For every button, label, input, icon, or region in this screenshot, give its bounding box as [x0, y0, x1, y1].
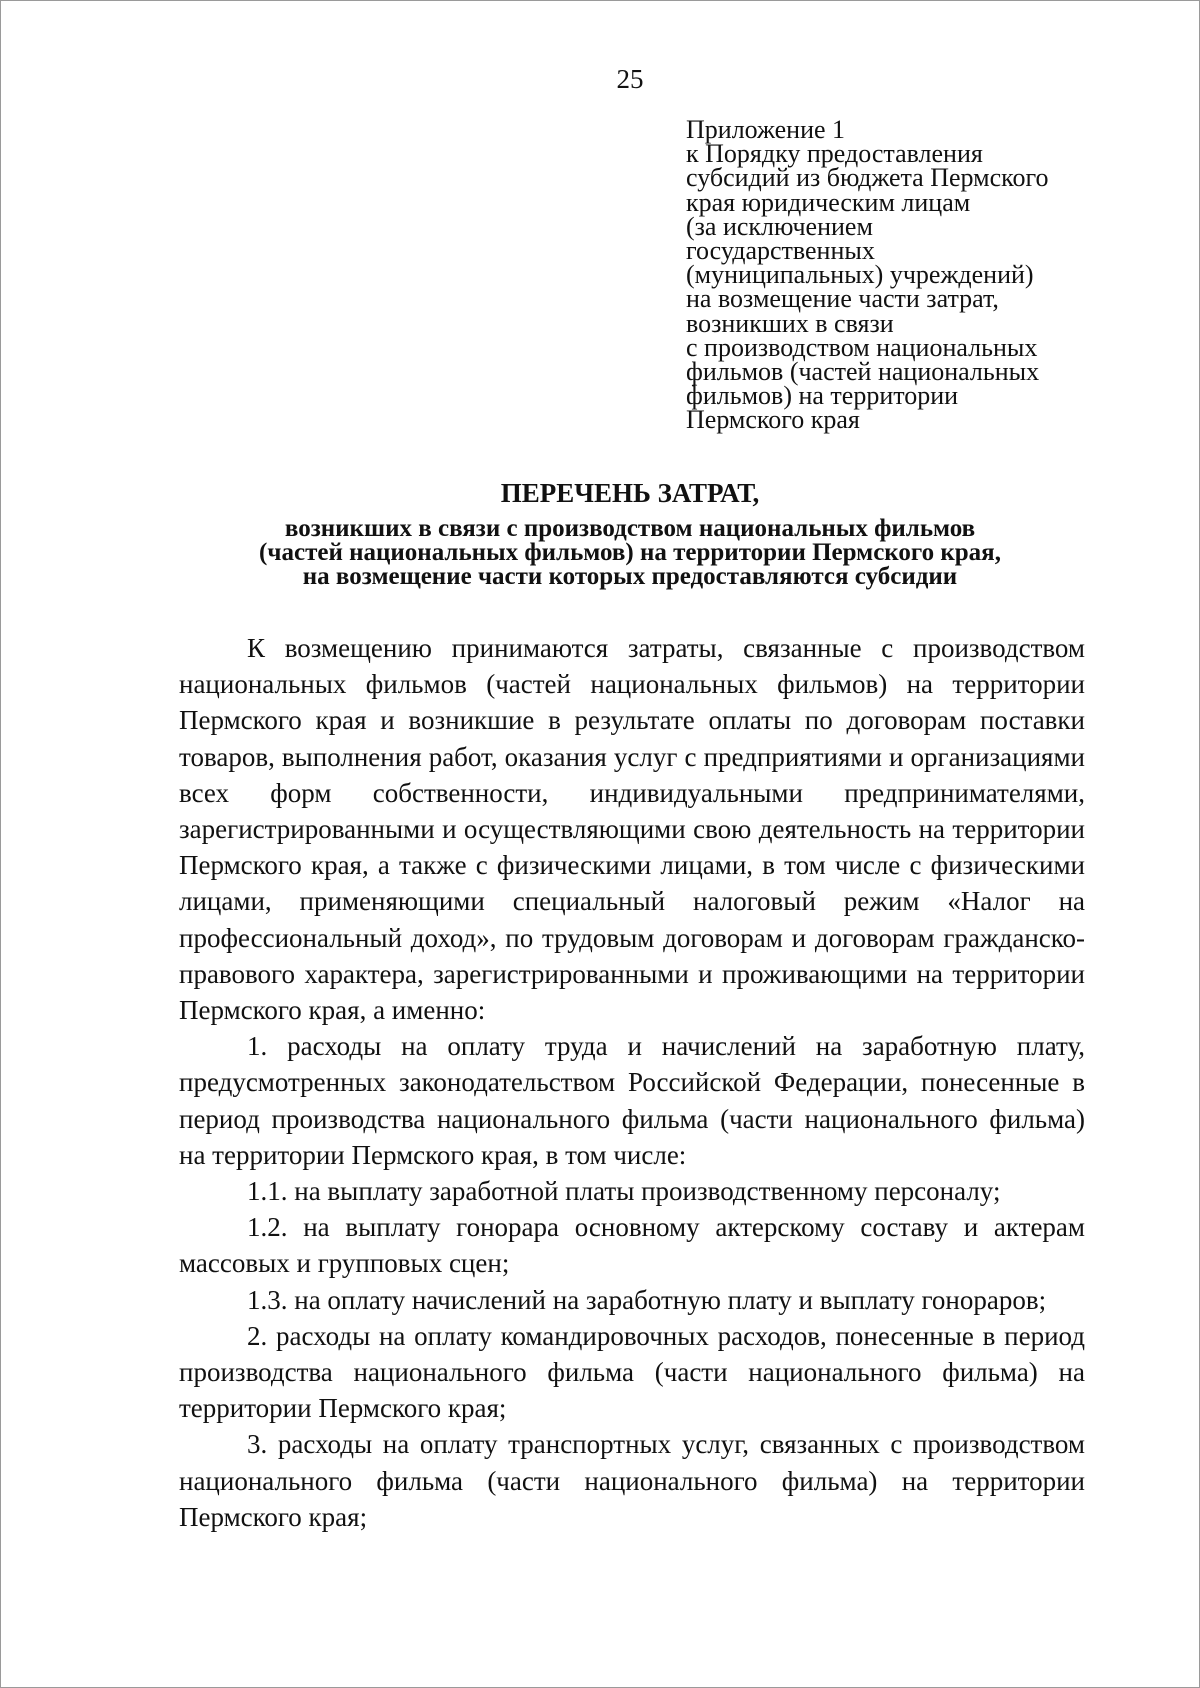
appendix-line: фильмов (частей национальных — [686, 357, 1040, 387]
document-body — [179, 630, 1085, 1535]
intro-paragraph: К возмещению принимаются затраты, связанные с производством национальных фильмов (частей национальных фильмов) на территории Пермского края и возникшие в результате оплаты по договорам поставки товаров, выполнения работ, оказания услуг с предприятиями и организациями всех форм собственности, индивидуальными предпринимателями, зарегистрированными и осуществляющими свою деятельность на территории Пермского края, а также с физическими лицами, в том числе с физическими лицами, применяющими специальный налоговый режим «Налог на профессиональный доход», по трудовым договорам и договорам гражданско-правового характера, зарегистрированными и проживающими на территории Пермского края, а именно: — [179, 633, 1085, 1026]
subtitle-line: (частей национальных фильмов) на территории Пермского края, — [259, 539, 1001, 566]
appendix-line: Приложение 1 — [686, 115, 846, 144]
list-item-1-3: 1.3. на оплату начислений на заработную плату и выплату гонораров; — [247, 1284, 1047, 1315]
appendix-line: с производством национальных — [686, 332, 1038, 362]
appendix-line: (за исключением — [686, 211, 873, 241]
appendix-line: фильмов) на территории — [686, 381, 959, 411]
appendix-line: на возмещение части затрат, — [686, 284, 999, 314]
subtitle-line: возникших в связи с производством национальных фильмов — [284, 515, 976, 542]
page-number: 25 — [616, 64, 644, 94]
subtitle-line: на возмещение части которых предоставляются субсидии — [302, 563, 958, 590]
appendix-line: возникших в связи — [686, 308, 894, 338]
appendix-note — [686, 115, 1126, 435]
list-item-1-1: 1.1. на выплату заработной платы производственному персоналу; — [247, 1176, 1001, 1207]
document-title: ПЕРЕЧЕНЬ ЗАТРАТ, — [500, 478, 760, 508]
appendix-line: субсидий из бюджета Пермского — [686, 163, 1049, 193]
appendix-line: к Порядку предоставления — [686, 139, 983, 169]
list-item-1: 1. расходы на оплату труда и начислений на заработную плату, предусмотренных законодательством Российской Федерации, понесенные в период производства национального фильма (части национального фильма) на территории Пермского края, в том числе: — [179, 1031, 1085, 1170]
document-subtitle — [0, 517, 1200, 589]
appendix-line: государственных — [686, 236, 875, 266]
list-item-1-2: 1.2. на выплату гонорара основному актерскому составу и актерам массовых и групповых сцен; — [179, 1212, 1085, 1279]
appendix-line: (муниципальных) учреждений) — [686, 260, 1034, 290]
appendix-line: Пермского края — [686, 405, 860, 435]
list-item-3: 3. расходы на оплату транспортных услуг, связанных с производством национального фильма (части национального фильма) на территории Пермского края; — [179, 1429, 1085, 1532]
list-item-2: 2. расходы на оплату командировочных расходов, понесенные в период производства национального фильма (части национального фильма) на территории Пермского края; — [179, 1320, 1085, 1424]
appendix-line: края юридическим лицам — [686, 187, 971, 217]
